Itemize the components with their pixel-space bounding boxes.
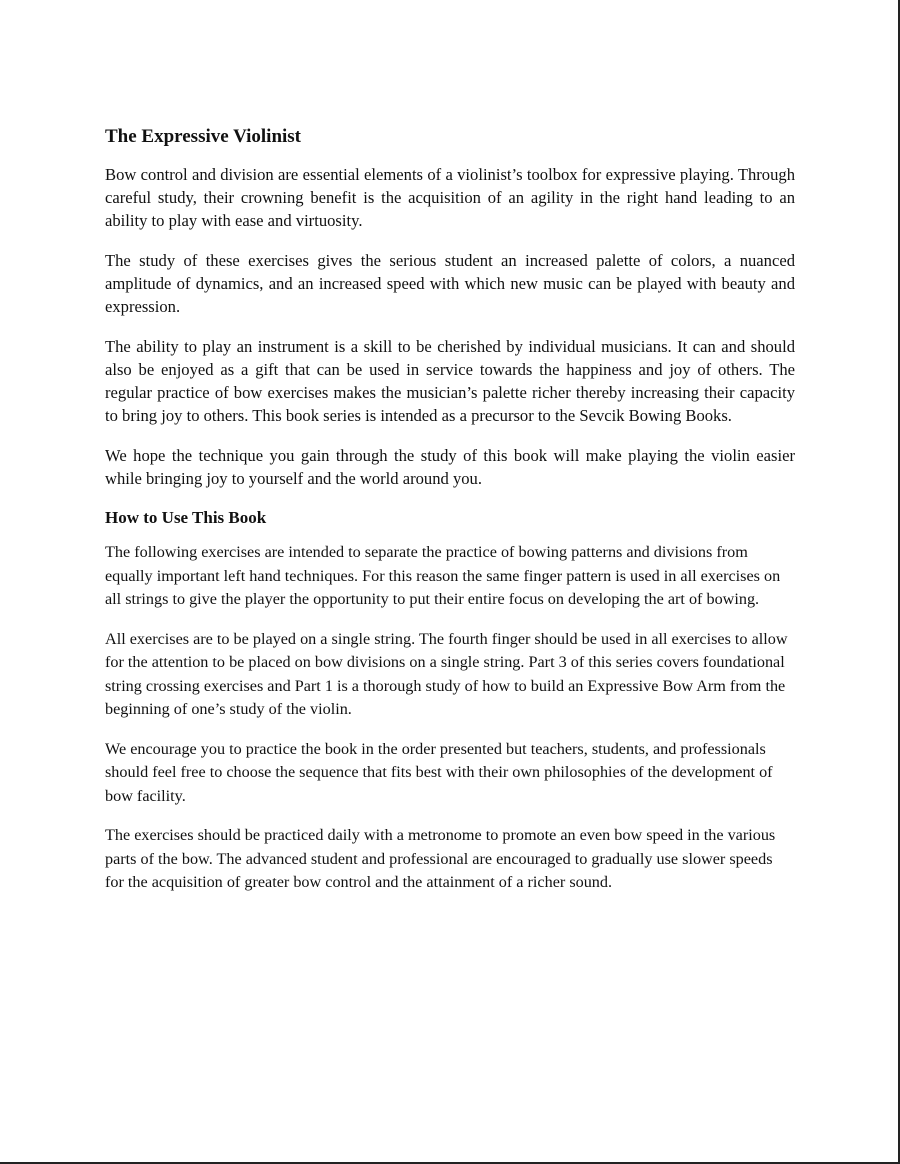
page-content (105, 124, 795, 911)
paragraph: We encourage you to practice the book in the order presented but teachers, students, and professionals should feel free to choose the sequence that fits best with their own philosophies of the development of bow facility. (105, 739, 773, 805)
paragraph: The following exercises are intended to separate the practice of bowing patterns and divisions from equally important left hand techniques. For this reason the same finger pattern is used in all exercises on all strings to give the player the opportunity to put their entire focus on developing the art of bowing. (105, 543, 781, 608)
paragraph: Bow control and division are essential elements of a violinist’s toolbox for expressive playing. Through careful study, their crowning benefit is the acquisition of an agility in the right hand leading to an ability to play with ease and virtuosity. (105, 165, 795, 230)
paragraph: The exercises should be practiced daily with a metronome to promote an even bow speed in the various parts of the bow. The advanced student and professional are encouraged to gradually use slower speeds for the acquisition of greater bow control and the attainment of a richer sound. (105, 826, 776, 891)
paragraph: All exercises are to be played on a single string. The fourth finger should be used in all exercises to allow for the attention to be placed on bow divisions on a single string. Part 3 of this series covers foundational string crossing exercises and Part 1 is a thorough study of how to build an Expressive Bow Arm from the beginning of one’s study of the violin. (105, 629, 788, 718)
section-title: How to Use This Book (105, 508, 267, 527)
section-expressive-violinist (105, 124, 795, 490)
paragraph: The ability to play an instrument is a skill to be cherished by individual musicians. It can and should also be enjoyed as a gift that can be used in service towards the happiness and joy of others. The regular practice of bow exercises makes the musician’s palette richer thereby increasing their capacity to bring joy to others. This book series is intended as a precursor to the Sevcik Bowing Books. (105, 337, 795, 425)
paragraph: The study of these exercises gives the serious student an increased palette of colors, a nuanced amplitude of dynamics, and an increased speed with which new music can be played with beauty and expression. (105, 251, 795, 316)
section-title: The Expressive Violinist (105, 126, 302, 147)
section-how-to-use (105, 507, 795, 895)
paragraph: We hope the technique you gain through the study of this book will make playing the violin easier while bringing joy to yourself and the world around you. (105, 446, 795, 488)
